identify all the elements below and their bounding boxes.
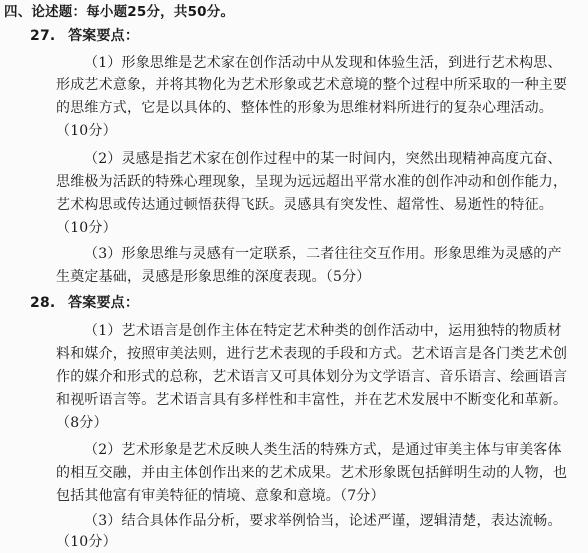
q27-p1-line2: 形成艺术意象，并将其物化为艺术形象或艺术意境的整个过程中所采取的一种主要 bbox=[56, 77, 568, 93]
q27-p3-line1: （3）形象思维与灵感有一定联系，二者往往交互作用。形象思维为灵感的产 bbox=[84, 246, 562, 262]
question-27-header bbox=[30, 27, 139, 45]
q28-p1-line2: 料和媒介，按照审美法则，进行艺术表现的手段和方式。艺术语言是各门类艺术创 bbox=[56, 346, 568, 362]
q27-p2-line1: （2）灵感是指艺术家在创作过程中的某一时间内，突然出现精神高度亢奋、 bbox=[84, 151, 562, 167]
answer-heading: 答案要点： bbox=[68, 28, 140, 44]
section-title: 四、论述题：每小题25分，共50分。 bbox=[4, 4, 235, 20]
q27-p2-line2: 思维极为活跃的特殊心理现象，呈现为远远超出平常水准的创作冲动和创作能力， bbox=[56, 174, 568, 190]
q27-p2-line4: （10分） bbox=[56, 220, 117, 236]
answer-heading: 答案要点： bbox=[68, 295, 140, 311]
q27-p3-line2: 生奠定基础，灵感是形象思维的深度表现。（5分） bbox=[56, 269, 371, 285]
q28-p1-line3: 作的媒介和形式的总称，艺术语言又可具体划分为文学语言、音乐语言、绘画语言 bbox=[56, 369, 568, 385]
q28-p1-line4: 和视听语言等。艺术语言具有多样性和丰富性，并在艺术发展中不断变化和革新。 bbox=[56, 392, 568, 408]
q28-p1-line5: （8分） bbox=[56, 415, 108, 431]
q27-p2-line3: 艺术构思或传达通过顿悟获得飞跃。灵感具有突发性、超常性、易逝性的特征。 bbox=[56, 197, 553, 213]
q28-p3-line2: （10分） bbox=[56, 534, 117, 550]
q28-p2-line3: 包括其他富有审美特征的情境、意象和意境。（7分） bbox=[56, 488, 385, 504]
q27-p1-line4: （10分） bbox=[56, 123, 117, 139]
question-number: 27. bbox=[30, 28, 56, 44]
q28-p2-line1: （2）艺术形象是艺术反映人类生活的特殊方式，是通过审美主体与审美客体 bbox=[84, 442, 562, 458]
q28-p1-line1: （1）艺术语言是创作主体在特定艺术种类的创作活动中，运用独特的物质材 bbox=[84, 323, 562, 339]
q27-p1-line3: 的思维方式，它是以具体的、整体性的形象为思维材料所进行的复杂心理活动。 bbox=[56, 100, 553, 116]
q27-p1-line1: （1）形象思维是艺术家在创作活动中从发现和体验生活，到进行艺术构思、 bbox=[84, 55, 562, 71]
question-number: 28. bbox=[30, 295, 56, 311]
question-28-header bbox=[30, 294, 139, 312]
q28-p2-line2: 的相互交融，并由主体创作出来的艺术成果。艺术形象既包括鲜明生动的人物，也 bbox=[56, 465, 568, 481]
q28-p3-line1: （3）结合具体作品分析，要求举例恰当，论述严谨，逻辑清楚，表达流畅。 bbox=[84, 513, 562, 529]
